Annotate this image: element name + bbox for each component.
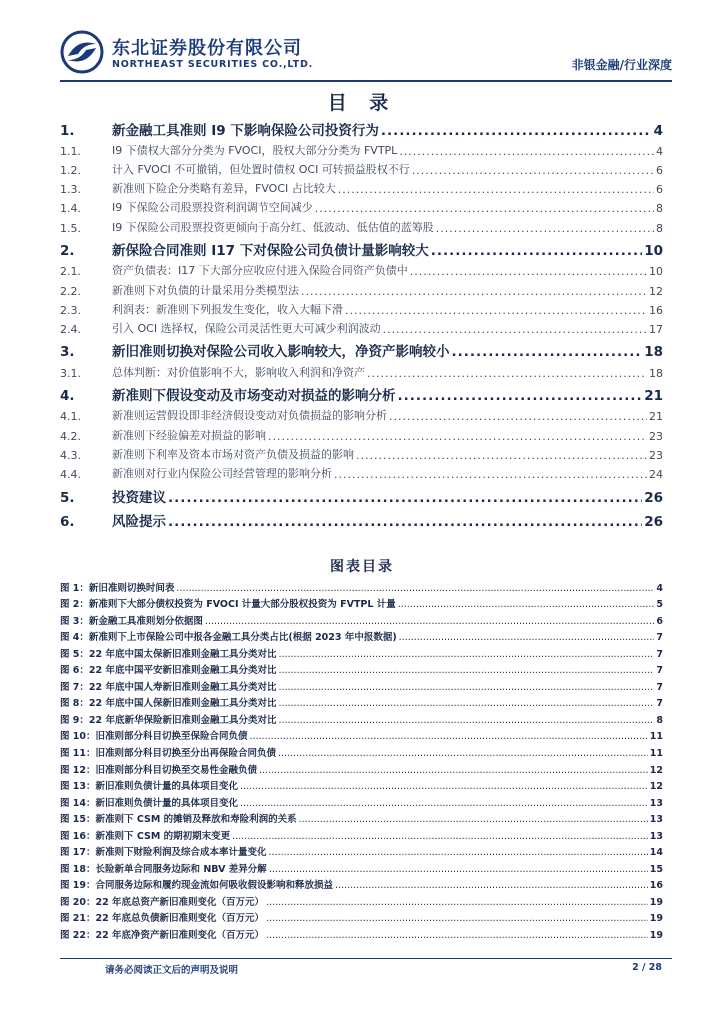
- toc-entry-title: 资产负债表：I17 下大部分应收应付进入保险合同资产负债中: [112, 264, 408, 278]
- toc-entry[interactable]: [60, 177, 663, 196]
- toc-entry-title: 新准则对行业内保险公司经营管理的影响分析: [112, 467, 332, 480]
- toc-entry-number: 4.2.: [60, 429, 81, 443]
- figure-entry-title: 图 8：22 年底中国人保新旧准则金融工具分类对比: [60, 698, 277, 710]
- figure-entry-title: 图 4：新准则下上市保险公司中报各金融工具分类占比(根据 2023 年中报数据): [60, 632, 397, 644]
- toc-entry[interactable]: [60, 506, 663, 531]
- figure-entry-title: 图 7：22 年底中国人寿新旧准则金融工具分类对比: [60, 681, 277, 693]
- figure-leader-dots: [240, 798, 648, 809]
- figure-entry[interactable]: [60, 742, 663, 759]
- toc-entry-number: 3.1.: [60, 366, 81, 380]
- toc-entry-title: 风险提示: [112, 514, 166, 531]
- header-divider: [60, 80, 672, 82]
- toc-entry-title: 新准则下对负债的计量采用分类模型法: [112, 283, 299, 297]
- toc-entry[interactable]: [60, 235, 663, 260]
- toc-entry-title: 新准则下经验偏差对损益的影响: [112, 428, 266, 442]
- page-number: 2 / 28: [632, 962, 662, 973]
- toc-entry[interactable]: [60, 336, 663, 361]
- toc-entry[interactable]: [60, 462, 663, 481]
- toc-entry-title: 总体判断：对价值影响不大，影响收入利润和净资产: [112, 365, 365, 379]
- figure-entry-page: 7: [656, 665, 663, 677]
- toc-entry[interactable]: [60, 158, 663, 177]
- toc-entry[interactable]: [60, 259, 663, 278]
- figure-entry-title: 图 12：旧准则部分科目切换至交易性金融负债: [60, 764, 258, 776]
- figure-entry-title: 图 21：22 年底总负债新旧准则变化（百万元）: [60, 913, 265, 925]
- toc-list: [60, 114, 663, 530]
- figure-leader-dots: [232, 831, 648, 842]
- figure-leader-dots: [335, 880, 648, 891]
- toc-entry[interactable]: [60, 423, 663, 442]
- figure-entry-page: 19: [649, 913, 663, 925]
- toc-entry-title: 新保险合同准则 I17 下对保险公司负债计量影响较大: [112, 243, 429, 260]
- figure-entry[interactable]: [60, 610, 663, 627]
- figure-entry[interactable]: [60, 776, 663, 793]
- toc-entry-title: I9 下保险公司股票投资利润调节空间减少: [112, 201, 313, 215]
- toc-entry-number: 3.: [60, 344, 75, 361]
- figure-entry-title: 图 10：旧准则部分科目切换至保险合同负债: [60, 731, 248, 743]
- toc-entry-page: 16: [649, 303, 663, 317]
- figure-leader-dots: [266, 913, 648, 924]
- report-type: 非银金融/行业深度: [571, 58, 672, 72]
- toc-entry-title: 新准则下利率及资本市场对资产负债及损益的影响: [112, 447, 354, 461]
- figure-entry-title: 图 17：新准则下财险利润及综合成本率计量变化: [60, 847, 267, 859]
- company-name-en: NORTHEAST SECURITIES CO.,LTD.: [112, 59, 314, 70]
- figure-entry-page: 15: [649, 863, 663, 875]
- toc-leader-dots: [398, 388, 643, 404]
- toc-entry[interactable]: [60, 360, 663, 379]
- toc-entry-number: 2.2.: [60, 284, 81, 298]
- toc-leader-dots: [356, 449, 647, 462]
- figure-leader-dots: [266, 930, 648, 941]
- toc-entry[interactable]: [60, 196, 663, 215]
- toc-entry[interactable]: [60, 114, 663, 139]
- toc-entry-number: 6.: [60, 514, 75, 531]
- figure-leader-dots: [278, 748, 648, 759]
- toc-entry-page: 8: [656, 202, 663, 216]
- toc-leader-dots: [399, 145, 654, 158]
- toc-entry-page: 4: [653, 122, 663, 139]
- toc-leader-dots: [436, 222, 654, 235]
- figure-entry[interactable]: [60, 875, 663, 892]
- toc-entry-page: 10: [649, 265, 663, 279]
- figure-entry[interactable]: [60, 709, 663, 726]
- figure-entry[interactable]: [60, 643, 663, 660]
- figure-entry-title: 图 16：新准则下 CSM 的期初期末变更: [60, 830, 231, 842]
- figure-leader-dots: [240, 781, 648, 792]
- page-header: [60, 30, 672, 78]
- toc-leader-dots: [381, 123, 652, 139]
- toc-entry-page: 17: [649, 322, 663, 336]
- figure-leader-dots: [269, 847, 648, 858]
- figure-entry-title: 图 14：新旧准则负债计量的具体项目变化: [60, 797, 239, 809]
- figure-entry-title: 图 19：合同服务边际和履约现金流如何吸收假设影响和释放损益: [60, 880, 334, 892]
- toc-entry-number: 4.4.: [60, 468, 81, 481]
- toc-entry-number: 4.3.: [60, 448, 81, 462]
- figure-entry[interactable]: [60, 693, 663, 710]
- toc-entry-title: 利润表：新准则下列报发生变化，收入大幅下滑: [112, 302, 343, 316]
- figure-entry[interactable]: [60, 594, 663, 611]
- figure-entry-page: 16: [649, 880, 663, 892]
- figure-leader-dots: [250, 731, 648, 742]
- figure-entry-title: 图 11：旧准则部分科目切换至分出再保险合同负债: [60, 748, 277, 760]
- figure-entry[interactable]: [60, 809, 663, 826]
- toc-entry-page: 18: [649, 366, 663, 380]
- company-logo-icon: [60, 30, 104, 74]
- toc-entry-number: 1.5.: [60, 221, 81, 235]
- figure-leader-dots: [205, 616, 654, 627]
- figure-entry-page: 19: [649, 896, 663, 908]
- figure-entry[interactable]: [60, 676, 663, 693]
- figure-entry-title: 图 13：新旧准则负债计量的具体项目变化: [60, 781, 239, 793]
- toc-entry[interactable]: [60, 380, 663, 405]
- figures-title: 图表目录: [330, 559, 394, 575]
- figure-entry[interactable]: [60, 908, 663, 925]
- figure-entry[interactable]: [60, 660, 663, 677]
- toc-entry-number: 1.1.: [60, 144, 81, 158]
- toc-entry-page: 6: [656, 183, 663, 197]
- toc-entry-title: 计入 FVOCI 不可撤销，但处置时债权 OCI 可转损益股权不行: [112, 162, 410, 176]
- toc-entry-page: 6: [656, 163, 663, 177]
- figure-leader-dots: [278, 682, 654, 693]
- figure-entry-title: 图 1：新旧准则切换时间表: [60, 582, 175, 594]
- toc-entry[interactable]: [60, 215, 663, 234]
- toc-leader-dots: [168, 490, 642, 506]
- figure-leader-dots: [299, 814, 648, 825]
- figure-leader-dots: [269, 864, 648, 875]
- toc-entry-number: 1.: [60, 122, 75, 139]
- toc-entry-title: 新准则下假设变动及市场变动对损益的影响分析: [112, 388, 396, 405]
- figure-leader-dots: [278, 715, 654, 726]
- toc-leader-dots: [338, 183, 654, 196]
- figure-entry[interactable]: [60, 858, 663, 875]
- toc-entry[interactable]: [60, 298, 663, 317]
- figure-entry-page: 13: [649, 830, 663, 842]
- toc-entry-page: 18: [644, 344, 663, 361]
- figure-entry-title: 图 15：新准则下 CSM 的摊销及释放和寿险利润的关系: [60, 814, 297, 826]
- figure-entry-page: 12: [649, 781, 663, 793]
- figure-entry-page: 7: [656, 648, 663, 660]
- toc-entry-title: 新准则下险企分类略有差异，FVOCI 占比较大: [112, 182, 336, 196]
- figure-entry-title: 图 22：22 年底净资产新旧准则变化（百万元）: [60, 930, 265, 942]
- figure-entry-page: 11: [649, 731, 663, 743]
- toc-entry-page: 21: [644, 388, 663, 405]
- figure-leader-dots: [278, 698, 654, 709]
- toc-entry-page: 4: [656, 144, 663, 158]
- figure-entry-title: 图 3：新金融工具准则划分依据图: [60, 615, 203, 627]
- toc-entry-number: 2.3.: [60, 303, 81, 317]
- toc-entry-number: 2.: [60, 243, 75, 260]
- toc-title: 目 录: [327, 92, 397, 114]
- figure-entry-page: 7: [656, 681, 663, 693]
- toc-entry-title: 新金融工具准则 I9 下影响保险公司投资行为: [112, 122, 379, 139]
- figure-leader-dots: [278, 649, 654, 660]
- figure-entry[interactable]: [60, 891, 663, 908]
- toc-entry-page: 23: [649, 448, 663, 462]
- figure-entry-title: 图 18：长险新单合同服务边际和 NBV 差异分解: [60, 863, 267, 875]
- toc-entry-number: 1.2.: [60, 163, 81, 177]
- figure-entry[interactable]: [60, 627, 663, 644]
- figure-entry-page: 13: [649, 797, 663, 809]
- toc-entry[interactable]: [60, 278, 663, 297]
- figure-entry[interactable]: [60, 792, 663, 809]
- toc-leader-dots: [389, 410, 647, 423]
- toc-entry-page: 24: [649, 468, 663, 481]
- figure-entry-title: 图 9：22 年底新华保险新旧准则金融工具分类对比: [60, 714, 277, 726]
- figure-entry[interactable]: [60, 825, 663, 842]
- footer-divider: [60, 958, 672, 959]
- figure-entry[interactable]: [60, 842, 663, 859]
- figure-entry[interactable]: [60, 759, 663, 776]
- figure-entry-title: 图 20：22 年底总资产新旧准则变化（百万元）: [60, 896, 265, 908]
- toc-entry-number: 1.3.: [60, 183, 81, 197]
- figure-leader-dots: [259, 765, 648, 776]
- figure-entry-title: 图 5：22 年底中国太保新旧准则金融工具分类对比: [60, 648, 277, 660]
- toc-entry-number: 2.1.: [60, 265, 81, 279]
- toc-entry-page: 12: [649, 284, 663, 298]
- figure-entry[interactable]: [60, 577, 663, 594]
- toc-entry-number: 2.4.: [60, 322, 81, 336]
- toc-leader-dots: [383, 323, 647, 336]
- toc-entry[interactable]: [60, 317, 663, 336]
- toc-entry-page: 23: [649, 429, 663, 443]
- figure-leader-dots: [266, 897, 648, 908]
- company-name-cn: 东北证券股份有限公司: [112, 38, 302, 59]
- toc-leader-dots: [334, 468, 647, 481]
- toc-entry[interactable]: [60, 481, 663, 506]
- figure-entry-title: 图 6：22 年底中国平安新旧准则金融工具分类对比: [60, 665, 277, 677]
- toc-entry-title: 投资建议: [112, 489, 166, 506]
- figure-leader-dots: [398, 599, 655, 610]
- toc-entry[interactable]: [60, 404, 663, 423]
- figure-entry-page: 12: [649, 764, 663, 776]
- toc-leader-dots: [452, 344, 643, 360]
- toc-leader-dots: [268, 430, 647, 443]
- figure-entry-page: 6: [656, 615, 663, 627]
- figure-entry-page: 19: [649, 930, 663, 942]
- toc-entry-page: 10: [644, 243, 663, 260]
- figure-entry-page: 4: [656, 582, 663, 594]
- figure-leader-dots: [399, 632, 655, 643]
- figure-entry[interactable]: [60, 726, 663, 743]
- toc-leader-dots: [345, 304, 647, 317]
- toc-leader-dots: [410, 265, 647, 278]
- figure-entry-page: 13: [649, 814, 663, 826]
- toc-entry-number: 4.: [60, 388, 75, 405]
- figure-leader-dots: [176, 583, 654, 594]
- footer-disclaimer: 请务必阅读正文后的声明及说明: [105, 965, 239, 976]
- figure-entry-page: 5: [656, 599, 663, 611]
- toc-leader-dots: [301, 285, 647, 298]
- figures-list: [60, 577, 663, 941]
- figure-entry-page: 7: [656, 632, 663, 644]
- toc-entry-title: 引入 OCI 选择权，保险公司灵活性更大可减少利润波动: [112, 321, 381, 335]
- figure-entry-page: 7: [656, 698, 663, 710]
- toc-entry-page: 26: [644, 514, 663, 531]
- toc-entry-page: 8: [656, 221, 663, 235]
- figure-entry[interactable]: [60, 924, 663, 941]
- figure-leader-dots: [278, 665, 654, 676]
- toc-entry-title: 新旧准则切换对保险公司收入影响较大，净资产影响较小: [112, 344, 450, 361]
- toc-entry-number: 5.: [60, 489, 75, 506]
- figure-entry-page: 14: [649, 847, 663, 859]
- toc-entry-title: I9 下债权大部分分类为 FVOCI，股权大部分分类为 FVTPL: [112, 143, 398, 157]
- toc-entry-number: 4.1.: [60, 410, 81, 424]
- toc-entry[interactable]: [60, 139, 663, 158]
- toc-leader-dots: [367, 367, 647, 380]
- toc-entry[interactable]: [60, 443, 663, 462]
- toc-leader-dots: [168, 514, 642, 530]
- toc-entry-title: 新准则运营假设即非经济假设变动对负债损益的影响分析: [112, 409, 387, 423]
- toc-leader-dots: [315, 202, 654, 215]
- figure-entry-page: 11: [649, 748, 663, 760]
- toc-entry-page: 21: [649, 410, 663, 424]
- toc-entry-number: 1.4.: [60, 202, 81, 216]
- toc-leader-dots: [412, 164, 654, 177]
- toc-leader-dots: [431, 243, 642, 259]
- toc-entry-title: I9 下保险公司股票投资更倾向于高分红、低波动、低估值的蓝筹股: [112, 220, 434, 234]
- figure-entry-title: 图 2：新准则下大部分债权投资为 FVOCI 计量大部分股权投资为 FVTPL 计量: [60, 599, 396, 611]
- figure-entry-page: 8: [656, 714, 663, 726]
- toc-entry-page: 26: [644, 489, 663, 506]
